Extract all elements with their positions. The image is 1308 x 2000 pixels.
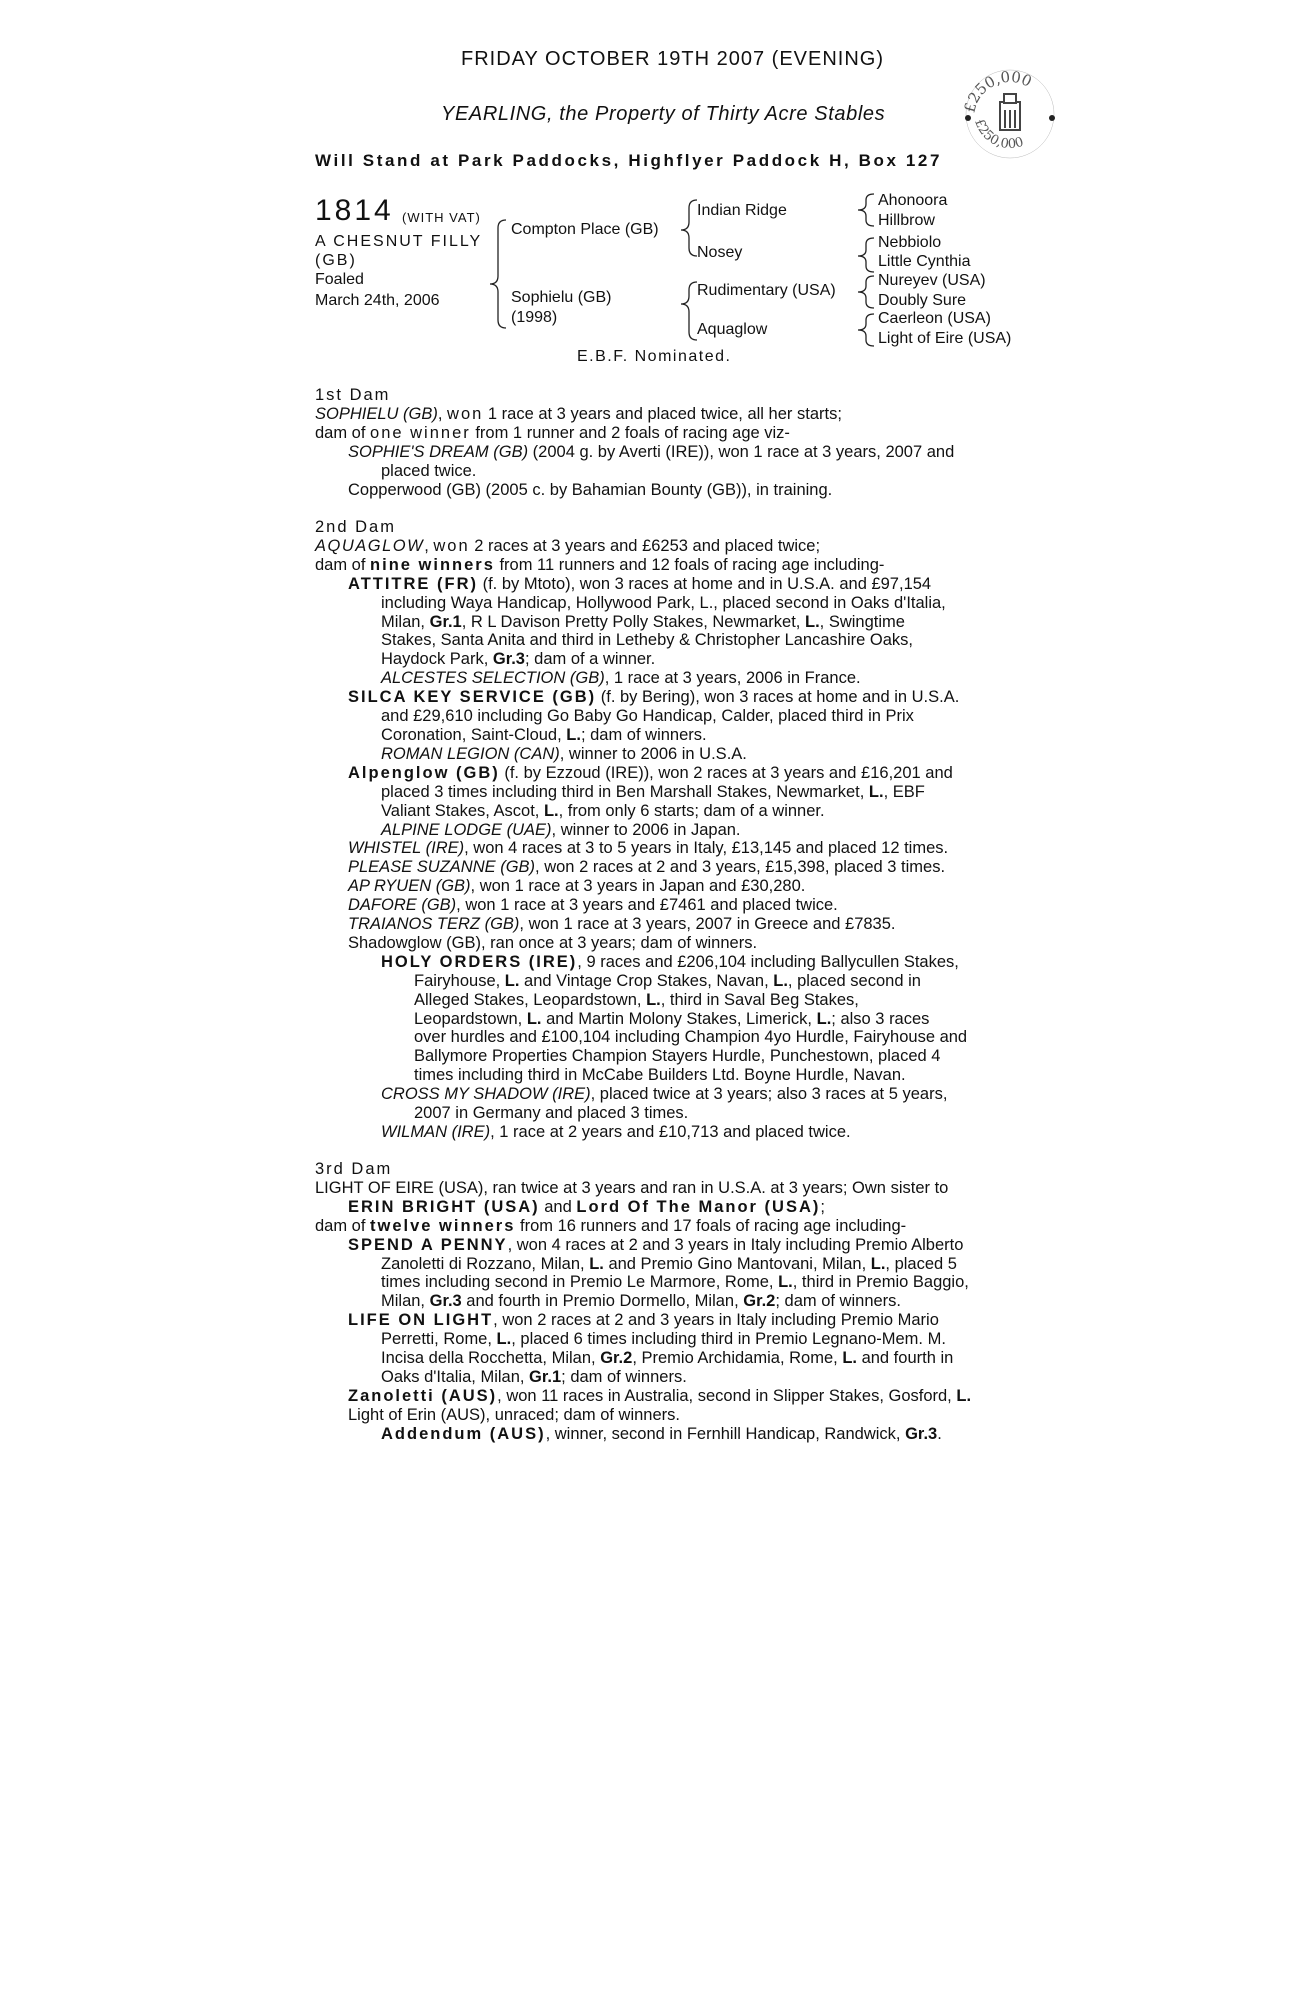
lot-description: A CHESNUT FILLY	[315, 233, 483, 250]
pedigree-dd-sire: Caerleon (USA)	[878, 310, 991, 327]
yearling-subtitle: YEARLING, the Property of Thirty Acre Stables	[441, 103, 886, 125]
first-dam-line: Copperwood (GB) (2005 c. by Bahamian Bounty (GB)), in training.	[348, 480, 833, 499]
second-dam-line: DAFORE (GB), won 1 race at 3 years and £7461 and placed twice.	[348, 896, 838, 915]
second-dam-line: including Waya Handicap, Hollywood Park, L., placed second in Oaks d'Italia,	[381, 593, 946, 612]
second-dam-section	[315, 518, 995, 1142]
third-dam-line: Oaks d'Italia, Milan, Gr.1; dam of winners.	[381, 1367, 687, 1386]
svg-text:£250,000: £250,000	[960, 67, 1035, 115]
foaled-label: Foaled	[315, 271, 364, 288]
pedigree-dam: Sophielu (GB)	[511, 289, 612, 306]
second-dam-line: TRAIANOS TERZ (GB), won 1 race at 3 years, 2007 in Greece and £7835.	[348, 915, 896, 934]
second-dam-line: Alpenglow (GB) (f. by Ezzoud (IRE)), won 2 races at 3 years and £16,201 and	[348, 763, 953, 782]
third-dam-line: Perretti, Rome, L., placed 6 times including third in Premio Legnano-Mem. M.	[381, 1330, 946, 1349]
second-dam-line: times including third in McCabe Builders Ltd. Boyne Hurdle, Navan.	[414, 1066, 906, 1085]
third-dam-line: Light of Erin (AUS), unraced; dam of winners.	[348, 1405, 680, 1424]
third-dam-section	[315, 1160, 995, 1444]
second-dam-line: Leopardstown, L. and Martin Molony Stakes, Limerick, L.; also 3 races	[414, 1009, 930, 1028]
first-dam-line: SOPHIE'S DREAM (GB) (2004 g. by Averti (IRE)), won 1 race at 3 years, 2007 and	[348, 442, 955, 461]
ebf-nominated: E.B.F. Nominated.	[577, 348, 732, 365]
first-dam-line: dam of one winner from 1 runner and 2 foals of racing age viz-	[315, 423, 790, 442]
second-dam-line: Shadowglow (GB), ran once at 3 years; dam of winners.	[348, 933, 758, 952]
lot-country: (GB)	[315, 252, 357, 269]
second-dam-line: Stakes, Santa Anita and third in Letheby & Christopher Lancashire Oaks,	[381, 631, 913, 650]
second-dam-line: Coronation, Saint-Cloud, L.; dam of winners.	[381, 725, 707, 744]
third-dam-line: SPEND A PENNY, won 4 races at 2 and 3 years in Italy including Premio Alberto	[348, 1235, 964, 1254]
second-dam-line: ATTITRE (FR) (f. by Mtoto), won 3 races at home and in U.S.A. and £97,154	[348, 574, 932, 593]
pedigree-ss-sire: Ahonoora	[878, 192, 948, 209]
third-dam-line: LIGHT OF EIRE (USA), ran twice at 3 years and ran in U.S.A. at 3 years; Own sister to	[315, 1178, 949, 1197]
pedigree-ds-dam: Doubly Sure	[878, 292, 967, 309]
pedigree-ds-sire: Nureyev (USA)	[878, 272, 986, 289]
second-dam-line: SILCA KEY SERVICE (GB) (f. by Bering), won 3 races at home and in U.S.A.	[348, 688, 960, 707]
third-dam-line: LIFE ON LIGHT, won 2 races at 2 and 3 years in Italy including Premio Mario	[348, 1311, 939, 1330]
svg-text:£250,000: £250,000	[971, 117, 1026, 153]
pedigree-dd-dam: Light of Eire (USA)	[878, 330, 1012, 347]
second-dam-line: and £29,610 including Go Baby Go Handicap, Calder, placed third in Prix	[381, 707, 914, 726]
second-dam-line: ROMAN LEGION (CAN), winner to 2006 in U.S.A.	[381, 744, 747, 763]
second-dam-line: PLEASE SUZANNE (GB), won 2 races at 2 and 3 years, £15,398, placed 3 times.	[348, 858, 946, 877]
third-dam-line: Zanoletti di Rozzano, Milan, L. and Premio Gino Mantovani, Milan, L., placed 5	[381, 1254, 957, 1273]
pedigree-ss-dam: Hillbrow	[878, 212, 935, 229]
second-dam-line: WILMAN (IRE), 1 race at 2 years and £10,713 and placed twice.	[381, 1123, 851, 1141]
second-dam-line: CROSS MY SHADOW (IRE), placed twice at 3 years; also 3 races at 5 years,	[381, 1085, 948, 1104]
third-dam-line: Addendum (AUS), winner, second in Fernhill Handicap, Randwick, Gr.3.	[381, 1424, 942, 1443]
second-dam-line: WHISTEL (IRE), won 4 races at 3 to 5 years in Italy, £13,145 and placed 12 times.	[348, 839, 949, 858]
second-dam-line: placed 3 times including third in Ben Marshall Stakes, Newmarket, L., EBF	[381, 782, 925, 801]
second-dam-line: Fairyhouse, L. and Vintage Crop Stakes, Navan, L., placed second in	[414, 971, 921, 990]
third-dam-line: ERIN BRIGHT (USA) and Lord Of The Manor (USA);	[348, 1197, 825, 1216]
third-dam-heading: 3rd Dam	[315, 1160, 393, 1178]
pedigree-dam-year: (1998)	[511, 309, 558, 326]
second-dam-line: Milan, Gr.1, R L Davison Pretty Polly Stakes, Newmarket, L., Swingtime	[381, 612, 905, 631]
pedigree-dam-dam: Aquaglow	[697, 321, 768, 338]
second-dam-heading: 2nd Dam	[315, 518, 396, 536]
pedigree-dam-sire: Rudimentary (USA)	[697, 282, 836, 299]
pedigree-sire-dam: Nosey	[697, 244, 743, 261]
pedigree-sire: Compton Place (GB)	[511, 221, 659, 238]
third-dam-line: Milan, Gr.3 and fourth in Premio Dormello, Milan, Gr.2; dam of winners.	[381, 1292, 901, 1311]
third-dam-line: dam of twelve winners from 16 runners and 17 foals of racing age including-	[315, 1216, 907, 1235]
sale-date-title: FRIDAY OCTOBER 19TH 2007 (EVENING)	[461, 48, 884, 70]
second-dam-line: AP RYUEN (GB), won 1 race at 3 years in Japan and £30,280.	[348, 877, 806, 896]
pedigree-braces	[0, 0, 1308, 360]
second-dam-line: Valiant Stakes, Ascot, L., from only 6 starts; dam of a winner.	[381, 801, 825, 820]
second-dam-line: HOLY ORDERS (IRE), 9 races and £206,104 including Ballycullen Stakes,	[381, 952, 959, 971]
third-dam-line: Zanoletti (AUS), won 11 races in Australia, second in Slipper Stakes, Gosford, L.	[348, 1386, 972, 1405]
second-dam-line: Haydock Park, Gr.3; dam of a winner.	[381, 650, 656, 669]
second-dam-line: ALCESTES SELECTION (GB), 1 race at 3 years, 2006 in France.	[381, 669, 861, 688]
first-dam-line: placed twice.	[381, 461, 477, 480]
stand-location: Will Stand at Park Paddocks, Highflyer Paddock H, Box 127	[315, 151, 943, 170]
second-dam-line: AQUAGLOW, won 2 races at 3 years and £6253 and placed twice;	[315, 536, 821, 555]
first-dam-section	[315, 386, 995, 499]
third-dam-line: Incisa della Rocchetta, Milan, Gr.2, Premio Archidamia, Rome, L. and fourth in	[381, 1349, 954, 1368]
first-dam-line: SOPHIELU (GB), won 1 race at 3 years and placed twice, all her starts;	[315, 404, 842, 423]
foaled-date: March 24th, 2006	[315, 292, 440, 309]
pedigree-sire-sire: Indian Ridge	[697, 202, 787, 219]
second-dam-line: Alleged Stakes, Leopardstown, L., third in Saval Beg Stakes,	[414, 990, 859, 1009]
lot-number: 1814	[315, 194, 394, 227]
first-dam-heading: 1st Dam	[315, 386, 391, 404]
second-dam-line: dam of nine winners from 11 runners and 12 foals of racing age including-	[315, 555, 885, 574]
second-dam-line: ALPINE LODGE (UAE), winner to 2006 in Japan.	[381, 820, 741, 839]
vat-note: (WITH VAT)	[402, 210, 481, 225]
third-dam-line: times including second in Premio Le Marmore, Rome, L., third in Premio Baggio,	[381, 1273, 969, 1292]
second-dam-line: over hurdles and £100,104 including Champion 4yo Hurdle, Fairyhouse and	[414, 1028, 968, 1047]
pedigree-sd-dam: Little Cynthia	[878, 253, 971, 270]
pedigree-sd-sire: Nebbiolo	[878, 234, 942, 251]
second-dam-line: Ballymore Properties Champion Stayers Hurdle, Punchestown, placed 4	[414, 1047, 941, 1066]
second-dam-line: 2007 in Germany and placed 3 times.	[414, 1104, 689, 1123]
